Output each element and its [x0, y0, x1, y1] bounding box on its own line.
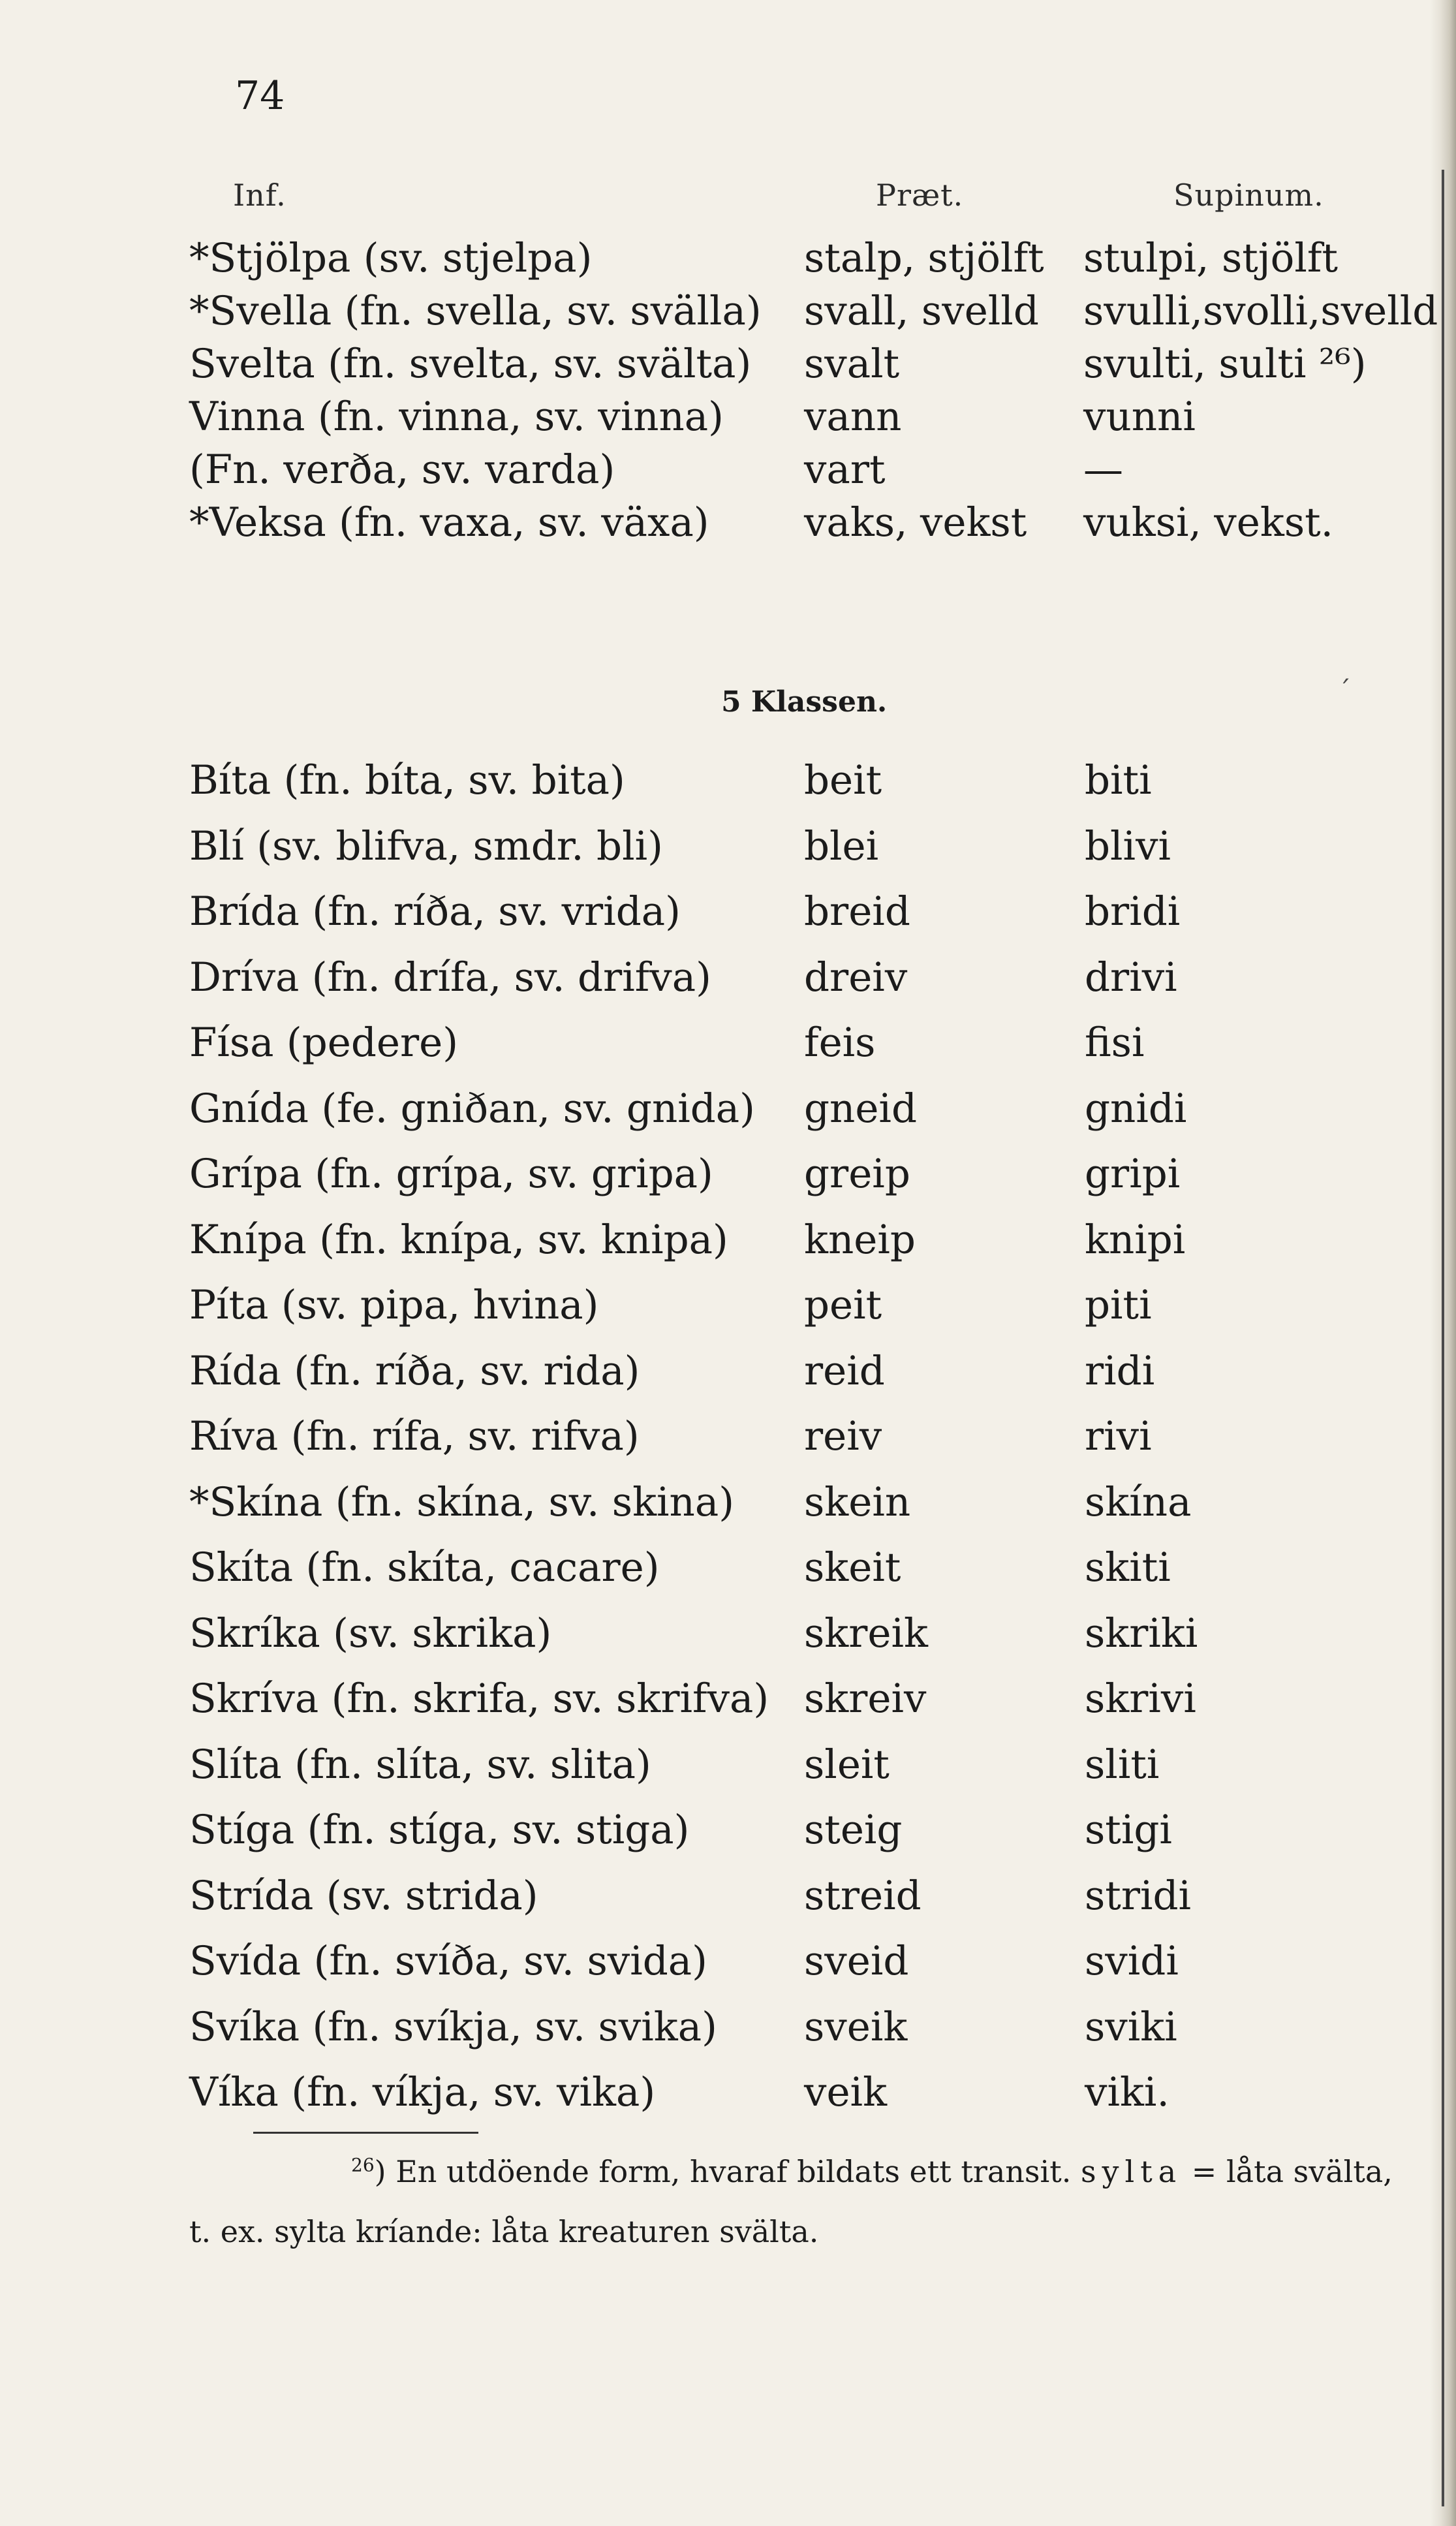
infinitive-cell: Víka (fn. víkja, sv. vika): [189, 2069, 656, 2115]
supinum-cell: sviki: [1085, 2003, 1177, 2050]
infinitive-cell: Grípa (fn. grípa, sv. gripa): [189, 1151, 713, 1197]
verb-row: [0, 1610, 1456, 1669]
verb-row: [0, 888, 1456, 947]
preteritum-cell: skein: [804, 1478, 911, 1525]
infinitive-cell: Físa (pedere): [189, 1020, 459, 1066]
preteritum-cell: vann: [804, 394, 902, 440]
infinitive-cell: Rída (fn. ríða, sv. rida): [189, 1347, 640, 1394]
preteritum-cell: vaks, vekst: [804, 499, 1027, 546]
supinum-cell: svulli,svolli,svelld: [1083, 288, 1438, 334]
footnote-line-1: [351, 2154, 1393, 2189]
supinum-cell: stigi: [1085, 1807, 1172, 1853]
infinitive-cell: Svíka (fn. svíkja, sv. svika): [189, 2003, 717, 2050]
preteritum-cell: greip: [804, 1151, 910, 1197]
supinum-cell: drivi: [1085, 954, 1177, 1001]
verb-row: [0, 1020, 1456, 1078]
infinitive-cell: Knípa (fn. knípa, sv. knipa): [189, 1216, 728, 1263]
supinum-cell: gripi: [1085, 1151, 1181, 1197]
infinitive-cell: Slíta (fn. slíta, sv. slita): [189, 1741, 651, 1788]
verb-row: [0, 757, 1456, 816]
supinum-cell: stridi: [1085, 1872, 1192, 1919]
supinum-cell: skiti: [1085, 1544, 1171, 1591]
header-preteritum: Præt.: [876, 178, 964, 213]
supinum-cell: rivi: [1085, 1413, 1152, 1459]
infinitive-cell: Blí (sv. blifva, smdr. bli): [189, 822, 663, 869]
infinitive-cell: Skríva (fn. skrifa, sv. skrifva): [189, 1676, 769, 1722]
verb-row: [0, 954, 1456, 1013]
supinum-cell: skrivi: [1085, 1676, 1196, 1722]
verb-row: [0, 1348, 1456, 1407]
footnote-text-b: = låta svälta,: [1182, 2154, 1393, 2189]
footnote-text-a: ) En utdöende form, hvaraf bildats ett transit.: [374, 2154, 1081, 2189]
verb-row: [0, 235, 1456, 294]
infinitive-cell: Strída (sv. strida): [189, 1872, 538, 1919]
supinum-cell: knipi: [1085, 1216, 1186, 1263]
header-supinum: Supinum.: [1173, 178, 1324, 213]
infinitive-cell: Svelta (fn. svelta, sv. svälta): [189, 341, 752, 387]
preteritum-cell: streid: [804, 1872, 922, 1919]
section-title-5-klassen: 5 Klassen.: [721, 685, 888, 719]
supinum-cell: fisi: [1085, 1020, 1145, 1066]
verb-row: [0, 2004, 1456, 2063]
preteritum-cell: reid: [804, 1347, 885, 1394]
verb-row: [0, 1741, 1456, 1800]
preteritum-cell: steig: [804, 1807, 903, 1853]
verb-row: [0, 1807, 1456, 1865]
infinitive-cell: (Fn. verða, sv. varda): [189, 446, 615, 493]
verb-row: [0, 1413, 1456, 1472]
verb-row: [0, 1151, 1456, 1209]
verb-row: [0, 1282, 1456, 1341]
verb-row: [0, 499, 1456, 558]
verb-row: [0, 1479, 1456, 1538]
verb-row: [0, 2069, 1456, 2128]
verb-row: [0, 1873, 1456, 1931]
infinitive-cell: Brída (fn. ríða, sv. vrida): [189, 888, 681, 935]
infinitive-cell: Skríka (sv. skrika): [189, 1610, 552, 1657]
preteritum-cell: sveik: [804, 2003, 908, 2050]
supinum-cell: —: [1083, 446, 1123, 493]
preteritum-cell: vart: [804, 446, 886, 493]
footnote-rule: [253, 2132, 478, 2134]
supinum-cell: svulti, sulti ²⁶): [1083, 341, 1367, 387]
preteritum-cell: sleit: [804, 1741, 890, 1788]
infinitive-cell: Svída (fn. svíða, sv. svida): [189, 1938, 707, 1984]
header-infinitive: Inf.: [233, 178, 287, 213]
infinitive-cell: *Stjölpa (sv. stjelpa): [189, 235, 593, 281]
preteritum-cell: gneid: [804, 1085, 917, 1132]
infinitive-cell: Vinna (fn. vinna, sv. vinna): [189, 394, 724, 440]
infinitive-cell: Píta (sv. pipa, hvina): [189, 1282, 599, 1328]
supinum-cell: viki.: [1085, 2069, 1169, 2115]
preteritum-cell: dreiv: [804, 954, 908, 1001]
footnote-number: 26: [351, 2154, 375, 2176]
verb-row: [0, 341, 1456, 399]
preteritum-cell: skeit: [804, 1544, 901, 1591]
preteritum-cell: stalp, stjölft: [804, 235, 1044, 281]
infinitive-cell: Gnída (fe. gniðan, sv. gnida): [189, 1085, 755, 1132]
supinum-cell: ridi: [1085, 1347, 1155, 1394]
infinitive-cell: *Veksa (fn. vaxa, sv. växa): [189, 499, 709, 546]
supinum-cell: bridi: [1085, 888, 1181, 935]
supinum-cell: biti: [1085, 757, 1152, 803]
preteritum-cell: blei: [804, 822, 879, 869]
page-number: 74: [235, 73, 285, 119]
verb-row: [0, 823, 1456, 882]
preteritum-cell: sveid: [804, 1938, 909, 1984]
preteritum-cell: reiv: [804, 1413, 882, 1459]
supinum-cell: vuksi, vekst.: [1083, 499, 1334, 546]
supinum-cell: stulpi, stjölft: [1083, 235, 1339, 281]
preteritum-cell: svall, svelld: [804, 288, 1039, 334]
infinitive-cell: *Skína (fn. skína, sv. skina): [189, 1478, 734, 1525]
infinitive-cell: Skíta (fn. skíta, cacare): [189, 1544, 660, 1591]
supinum-cell: gnidi: [1085, 1085, 1187, 1132]
infinitive-cell: Dríva (fn. drífa, sv. drifva): [189, 954, 711, 1001]
verb-row: [0, 1676, 1456, 1734]
verb-row: [0, 446, 1456, 505]
verb-row: [0, 394, 1456, 452]
supinum-cell: piti: [1085, 1282, 1152, 1328]
infinitive-cell: *Svella (fn. svella, sv. svälla): [189, 288, 762, 334]
supinum-cell: skína: [1085, 1478, 1192, 1525]
footnote-line-2: t. ex. sylta kríande: låta kreaturen svälta.: [189, 2214, 819, 2249]
verb-row: [0, 1938, 1456, 1997]
preteritum-cell: skreik: [804, 1610, 928, 1657]
verb-row: [0, 1544, 1456, 1603]
verb-row: [0, 1217, 1456, 1275]
supinum-cell: skriki: [1085, 1610, 1198, 1657]
stray-accent-mark: ´: [1338, 676, 1351, 706]
supinum-cell: svidi: [1085, 1938, 1179, 1984]
supinum-cell: blivi: [1085, 822, 1171, 869]
preteritum-cell: svalt: [804, 341, 900, 387]
infinitive-cell: Bíta (fn. bíta, sv. bita): [189, 757, 625, 803]
footnote-spaced-word: sylta: [1080, 2154, 1183, 2189]
preteritum-cell: veik: [804, 2069, 888, 2115]
infinitive-cell: Ríva (fn. rífa, sv. rifva): [189, 1413, 640, 1459]
infinitive-cell: Stíga (fn. stíga, sv. stiga): [189, 1807, 690, 1853]
verb-row: [0, 288, 1456, 347]
preteritum-cell: breid: [804, 888, 910, 935]
preteritum-cell: skreiv: [804, 1676, 927, 1722]
preteritum-cell: kneip: [804, 1216, 916, 1263]
preteritum-cell: beit: [804, 757, 882, 803]
supinum-cell: vunni: [1083, 394, 1196, 440]
supinum-cell: sliti: [1085, 1741, 1160, 1788]
preteritum-cell: peit: [804, 1282, 882, 1328]
verb-row: [0, 1085, 1456, 1144]
preteritum-cell: feis: [804, 1020, 876, 1066]
